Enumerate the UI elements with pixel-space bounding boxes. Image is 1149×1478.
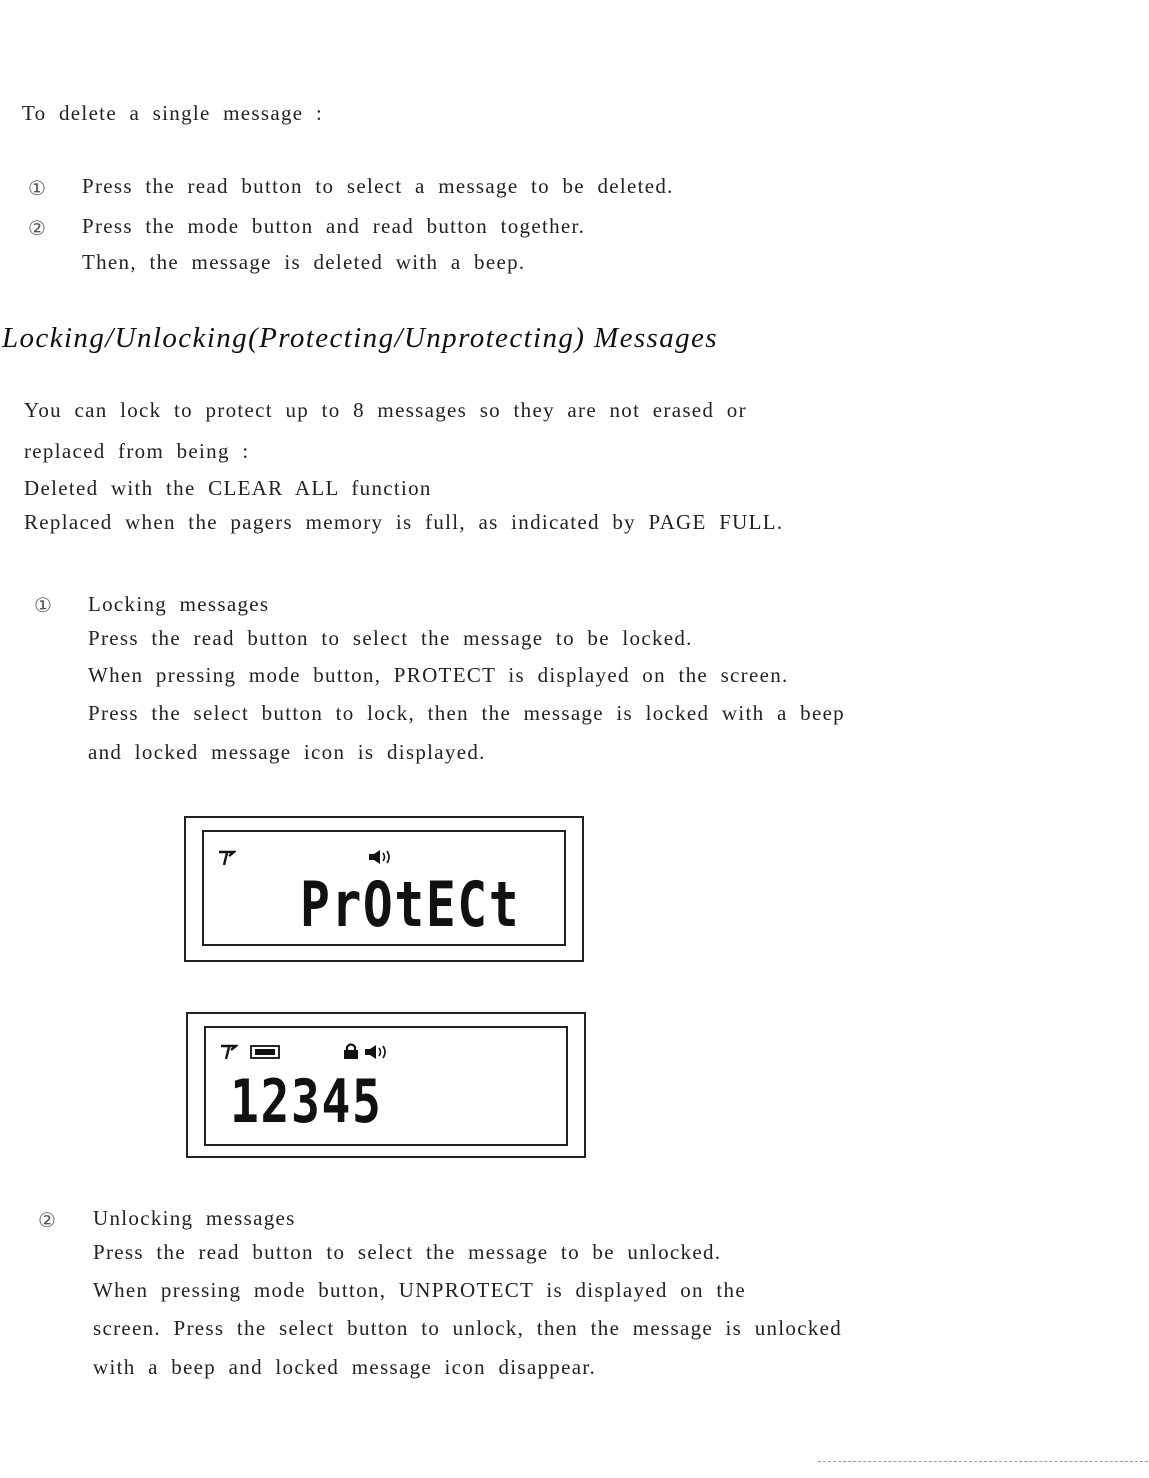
antenna-icon [218, 850, 236, 866]
scan-artifact-line [818, 1461, 1148, 1463]
lcd-screen [202, 830, 566, 946]
locking-intro-line-2: replaced from being : [24, 439, 250, 463]
locking-line-2: When pressing mode button, PROTECT is displayed on the screen. [88, 663, 789, 687]
lcd-screen [204, 1026, 568, 1146]
locking-intro-line-3: Deleted with the CLEAR ALL function [24, 476, 432, 500]
delete-step-2-followup: Then, the message is deleted with a beep. [82, 250, 526, 274]
step-marker-2: ② [28, 216, 46, 240]
step-marker-1: ① [28, 176, 46, 200]
locking-marker: ① [34, 593, 52, 617]
delete-step-2: Press the mode button and read button together. [82, 214, 586, 238]
locking-intro-line-4: Replaced when the pagers memory is full, as indicated by PAGE FULL. [24, 510, 784, 534]
lcd-display-locked [186, 1012, 586, 1158]
unlocking-line-4: with a beep and locked message icon disappear. [93, 1355, 596, 1379]
lcd-display-protect [184, 816, 584, 962]
unlocking-line-1: Press the read button to select the message to be unlocked. [93, 1240, 722, 1264]
locking-line-3: Press the select button to lock, then the message is locked with a beep [88, 701, 845, 725]
locking-intro-line-1: You can lock to protect up to 8 messages so they are not erased or [24, 398, 747, 422]
lcd-segment-text: 12345 [230, 1067, 383, 1137]
del-icon [250, 1045, 280, 1059]
locking-title: Locking messages [88, 592, 270, 616]
delete-step-1: Press the read button to select a message to be deleted. [82, 174, 674, 198]
antenna-icon [220, 1044, 238, 1060]
lock-icon [342, 1042, 360, 1060]
unlocking-marker: ② [38, 1208, 56, 1232]
locking-line-1: Press the read button to select the message to be locked. [88, 626, 693, 650]
speaker-icon [368, 849, 394, 865]
locking-line-4: and locked message icon is displayed. [88, 740, 486, 764]
lcd-segment-text: PrOtECt [300, 868, 521, 941]
unlocking-title: Unlocking messages [93, 1206, 296, 1230]
section-heading: Locking/Unlocking(Protecting/Unprotecting) Messages [2, 322, 718, 354]
unlocking-line-3: screen. Press the select button to unlock, then the message is unlocked [93, 1316, 843, 1340]
delete-intro: To delete a single message : [22, 101, 324, 125]
speaker-icon [364, 1044, 390, 1060]
unlocking-line-2: When pressing mode button, UNPROTECT is displayed on the [93, 1278, 746, 1302]
